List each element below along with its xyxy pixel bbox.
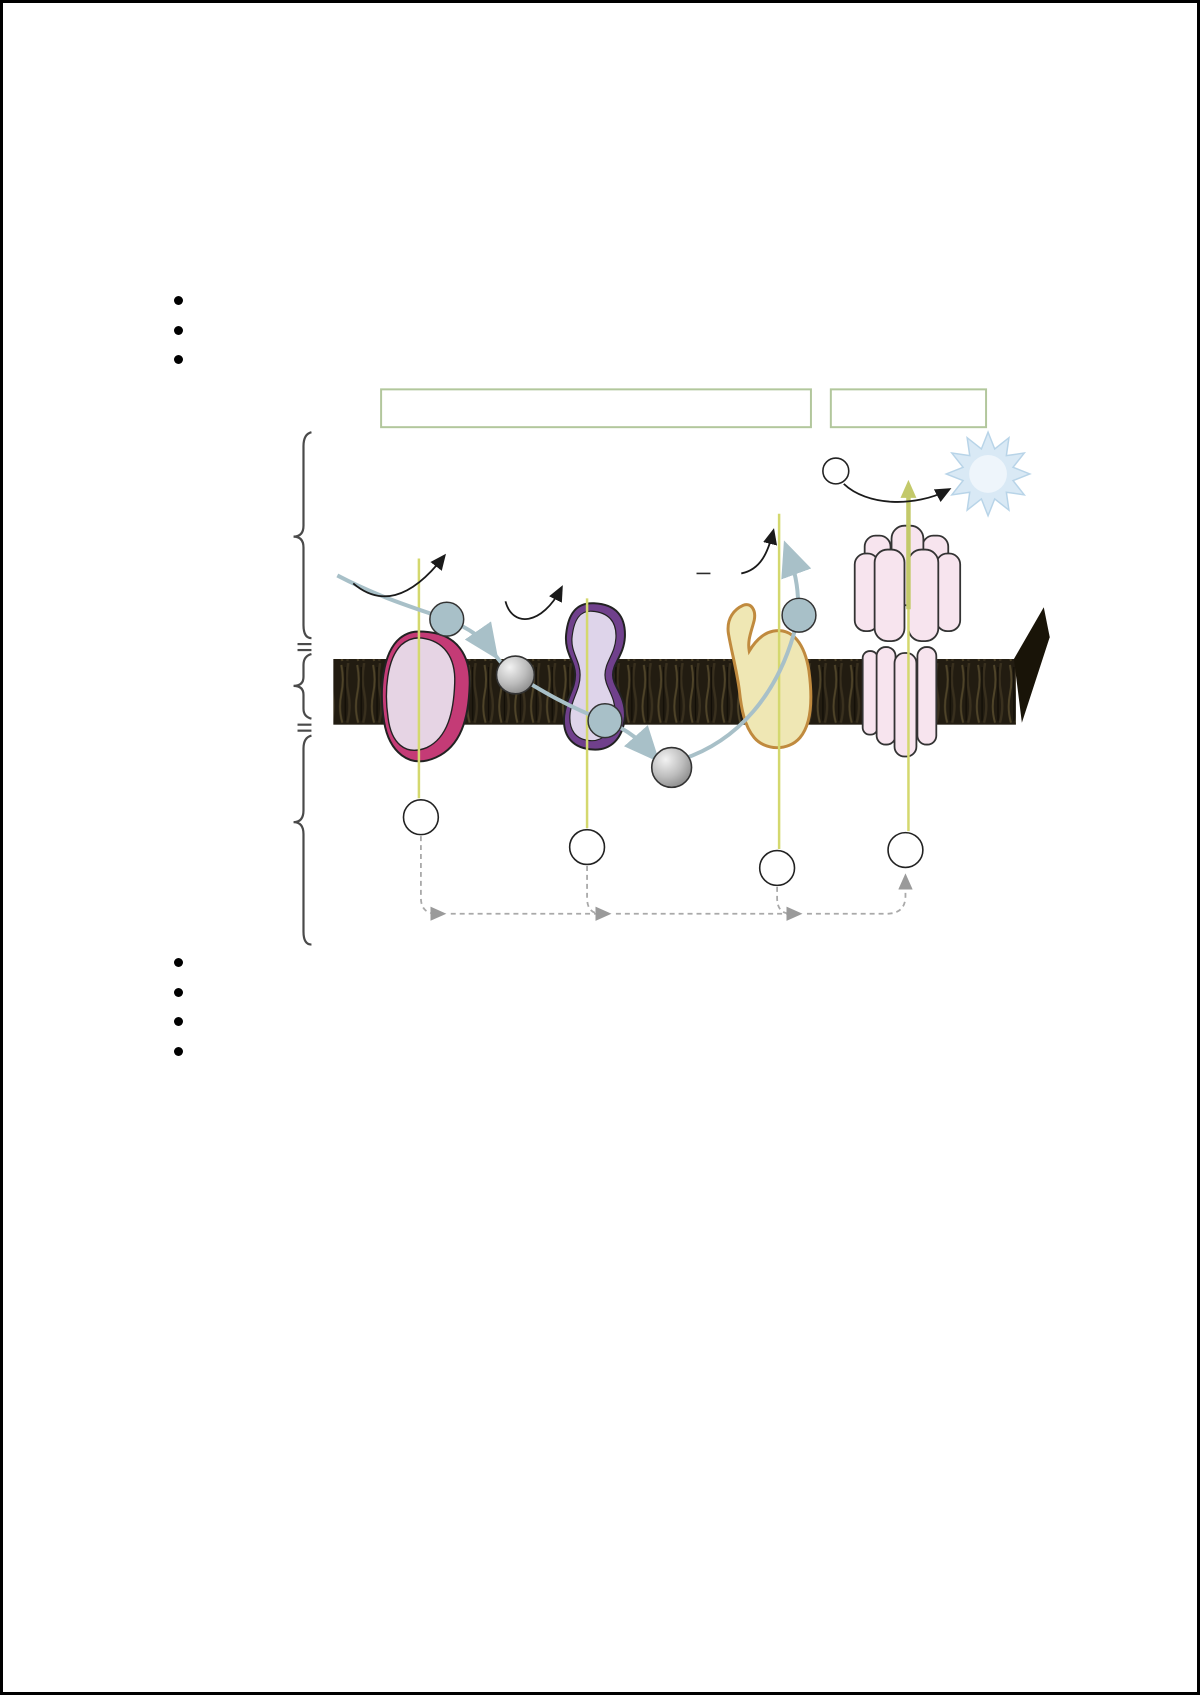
electron-carrier-2 [782, 598, 816, 632]
quinone-sphere [652, 748, 692, 788]
chain-header-box [381, 389, 811, 427]
proton-circle-1 [403, 800, 438, 835]
electron-carrier-1 [430, 602, 464, 636]
quinone-sphere [497, 656, 535, 694]
list-item [174, 979, 219, 1009]
region-braces [294, 432, 312, 944]
list-item [174, 949, 219, 979]
bullet-list-bottom [174, 949, 219, 1067]
proton-circle-2 [570, 830, 605, 865]
complex-1 [382, 631, 470, 761]
list-item [174, 1008, 219, 1038]
synthase-header-box [831, 389, 986, 427]
pi-circle [823, 458, 849, 484]
proton-circle-3 [760, 851, 795, 886]
proton-dashed-path [421, 836, 906, 914]
atp-starburst [946, 432, 1030, 516]
list-item [174, 287, 219, 317]
membrane-end-face [1014, 607, 1050, 722]
respiratory-chain-diagram [3, 353, 1197, 968]
proton-circle-4 [888, 833, 923, 868]
list-item [174, 1038, 219, 1068]
electron-carrier-3 [588, 704, 622, 738]
list-item [174, 317, 219, 347]
